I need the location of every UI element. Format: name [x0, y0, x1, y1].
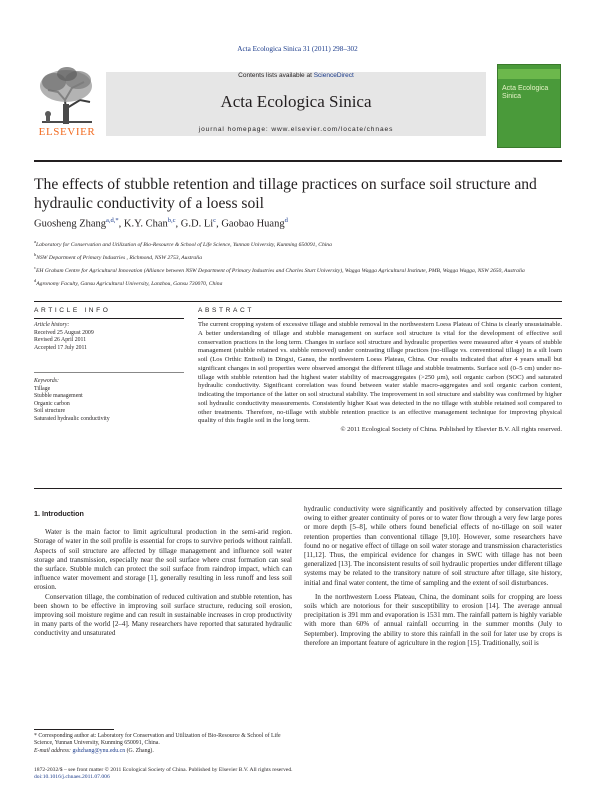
author-name: Gaobao Huang: [221, 218, 285, 230]
section-rule: [34, 301, 562, 302]
email-link[interactable]: gshzhang@ynu.edu.cn: [72, 747, 126, 754]
sciencedirect-link[interactable]: ScienceDirect: [313, 72, 354, 79]
elsevier-wordmark: ELSEVIER: [38, 126, 96, 138]
journal-homepage[interactable]: journal homepage: www.elsevier.com/locate/chnaes: [198, 126, 394, 133]
author-marks[interactable]: d: [284, 217, 288, 224]
body-paragraph: hydraulic conductivity were significantly and positively affected by conservation tillage owing to either greater continuity of pores or to water flow through a very few large pores or more depth [5–8], while others found beneficial effects of no-tillage on soil water retention properties than conventional tillage [9,10]. However, some researchers have found no or negative effect of tillage on soil water storage and transmission characteristics [11,12]. Thus, the empirical evidence for changes in SWC with tillage has not been generalized [13]. The inconsistent results of soil hydraulic properties under different tillage systems may be related to the transitory nature of soil structure after tillage, site history, initial and final water content, the time of sampling and the extent of soil disturbances.: [304, 505, 562, 587]
abstract-bottom-rule: [34, 488, 562, 489]
affiliations: [34, 237, 562, 289]
section-heading-introduction: 1. Introduction: [34, 509, 84, 518]
body-paragraph: In the northwestern Loess Plateau, China, the dominant soils for cropping are loess soils which are notorious for their susceptibility to erosion [14]. The average annual precipitation is 391 mm and evaporation is 1531 mm. The rainfall pattern is highly variable with more than 60% of annual rainfall occurring in the summer months (July to September). Improving the ability to store this rainfall in the soil for later use by crops is therefore an important feature of agriculture in the region [15]. Traditionally, soil is: [304, 592, 562, 647]
article-title: The effects of stubble retention and tillage practices on surface soil structure and hydraulic conductivity of a loess soil: [34, 176, 537, 212]
abstract-rule: [198, 318, 562, 319]
keyword: Stubble management: [34, 393, 83, 400]
footnote-rule: [34, 729, 114, 730]
cover-band: [498, 69, 560, 79]
corresponding-author-note: * Corresponding author at: Laboratory for Conservation and Utilization of Bio-Resource & School of Life Science, Yunnan University, Kunming 650091, China.: [34, 733, 281, 747]
author-marks[interactable]: a,d,*: [106, 217, 119, 224]
history-accepted: Accepted 17 July 2011: [34, 344, 88, 351]
keyword: Tillage: [34, 385, 51, 392]
masthead: [34, 64, 562, 156]
contents-prefix: Contents lists available at: [238, 72, 312, 79]
issn-line: 1872-2032/$ – see front matter © 2011 Ecological Society of China. Published by Elsevier B.V. All rights reserved.: [34, 767, 293, 773]
keyword: Organic carbon: [34, 400, 70, 407]
author-name: K.Y. Chan: [123, 218, 168, 230]
doi-link[interactable]: doi:10.1016/j.chnaes.2011.07.006: [34, 774, 110, 781]
footnote: [34, 733, 292, 755]
author-name: Guosheng Zhang: [34, 218, 107, 230]
abstract-copyright: © 2011 Ecological Society of China. Published by Elsevier B.V. All rights reserved.: [340, 426, 562, 433]
body-left-column: [34, 509, 292, 639]
journal-citation[interactable]: Acta Ecologica Sinica 31 (2011) 298–302: [237, 45, 358, 53]
author-name: G.D. Li: [180, 218, 214, 230]
affiliation: $^a$Laboratory for Conservation and Utilization of Bio-Resource & School of Life Science, Yunnan University, Kunming 650091, China: [34, 239, 332, 248]
email-label: E-mail address:: [34, 747, 71, 754]
article-info-heading: ARTICLE INFO: [34, 307, 111, 314]
author-marks[interactable]: c: [213, 217, 217, 224]
abstract-text: The current cropping system of excessive tillage and stubble removal in the northwestern Loess Plateau of China is clearly unsustainable. A better understanding of tillage and stubble management on surface soil structure is vital for the development of effective soil conservation practices in the long term. Changes in surface soil structure and hydraulic properties were measured after 4 years of stubble management (stubble retained vs. stubble removed) under contrasting tillage practices (no-tillage vs. conventional tillage) in a silt loam soil (Los Orthic Entisol) in Dingxi, Gansu, the northwestern Loess Plateau, China. Our results indicated that after 4 years small but significant changes in soil properties were observed amongst the different tillage and stubble treatments. Surface soil (0–5 cm) under no-tillage with stubble retention had the highest water stability of macroaggregates (>250 μm), soil organic carbon (SOC) and saturated hydraulic conductivity. Significant correlation was found between water stable macro-aggregates and soil organic carbon content, indicating the importance of the latter on soil structural stability. The improvement in soil structure and stability was confirmed by higher soil hydraulic conductivity measurements. Consistently higher Ksat was detected in the no tillage with stubble retained soil compared to other treatments. Therefore, no-tillage with stubble retention practice is an effective management technique for improving physical quality of this fragile soil in the long term.: [198, 321, 562, 425]
keywords-block: [34, 378, 184, 424]
journal-title: Acta Ecologica Sinica: [220, 92, 372, 111]
journal-cover-thumbnail: [497, 64, 561, 148]
affiliation: $^b$NSW Department of Primary Industries , Richmond, NSW 2753, Australia: [34, 252, 203, 261]
history-label: Article history:: [34, 322, 70, 328]
affiliation: $^c$EH Graham Centre for Agricultural Innovation (Alliance between NSW Department of Primary Industries and Charles Sturt University), Wagga Wagga Agricultural Institute, PMB, Wagga Wagga, NSW 2650, Australia: [34, 265, 525, 274]
history-received: Received 25 August 2009: [34, 329, 94, 336]
keyword: Saturated hydraulic conductivity: [34, 415, 110, 422]
body-right-column: [304, 505, 562, 648]
abstract-body: [198, 321, 562, 435]
contents-line: [106, 72, 486, 79]
affiliation: $^d$Agronomy Faculty, Gansu Agricultural University, Lanzhou, Gansu 730070, China: [34, 278, 223, 288]
email-suffix: (G. Zhang).: [126, 747, 154, 754]
author-list: Guosheng Zhang$^{a,d,*}$, K.Y. Chan$^{b,c}$, G.D. Li$^c$, Gaobao Huang$^d$: [34, 217, 288, 230]
body-paragraph: Conservation tillage, the combination of reduced cultivation and stubble retention, has been shown to be effective in improving soil surface structure, reducing soil erosion, improving soil moisture regime and can result in sustainable increases in crop productivity in many parts of the world [2–4]. Many researchers have reported that saturated hydraulic conductivity and unsaturated: [34, 592, 292, 638]
email-line: [34, 748, 292, 755]
body-paragraph: Water is the main factor to limit agricultural production in the semi-arid region. Storage of water in the soil profile is essential for crops to survive periods without rainfall. Aspects of soil structure are affected by tillage management and influence soil water storage and transmission, especially near the soil surface where crust formation can seal the surface. Stubble mulch can protect the soil surface from raindrop impact, which can influence water movement and storage [1], generally resulting in less runoff and less soil erosion.: [34, 528, 292, 592]
cover-title: Acta Ecologica Sinica: [502, 85, 549, 100]
keywords-label: Keywords:: [34, 378, 59, 384]
article-history: [34, 322, 184, 352]
keyword: Soil structure: [34, 408, 66, 415]
history-revised: Revised 26 April 2011: [34, 337, 87, 344]
author-marks[interactable]: b,c: [167, 217, 176, 224]
info-divider: [34, 372, 184, 373]
masthead-rule: [34, 160, 562, 162]
front-matter-footer: [34, 767, 562, 782]
info-rule: [34, 318, 184, 319]
abstract-heading: ABSTRACT: [198, 307, 254, 314]
